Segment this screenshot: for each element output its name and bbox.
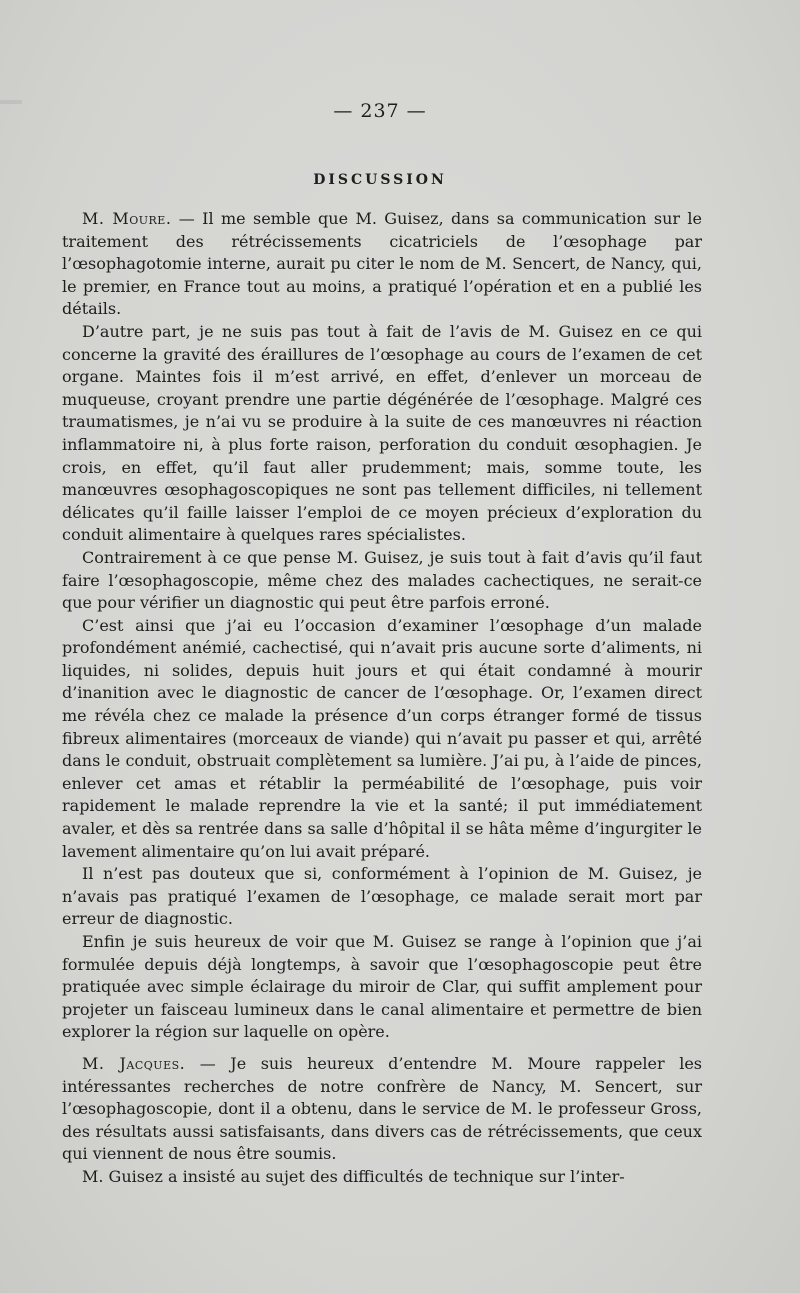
paragraph: D’autre part, je ne suis pas tout à fait de l’avis de M. Guisez en ce qui concerne la gravité des éraillures de l’œsophage au cours de l’examen de cet organe. Maintes fois il m’est arrivé, en effet, d’enlever un morceau de muqueuse, croyant prendre une partie dégénérée de l’œsophage. Malgré ces traumatismes, je n’ai vu se produire à la suite de ces manœuvres ni réaction inflammatoire ni, à plus forte raison, perforation du conduit œsophagien. Je crois, en effet, qu’il faut aller prudemment; mais, somme toute, les manœuvres œsophagoscopiques ne sont pas tellement difficiles, ni tellement délicates qu’il faille laisser l’emploi de ce moyen précieux d’exploration du conduit alimentaire à quelques rares spécialistes. (62, 321, 702, 545)
paragraph (62, 208, 702, 321)
paragraph (62, 1053, 702, 1166)
jacques-remarks (62, 1053, 702, 1189)
section-heading: DISCUSSION (313, 172, 447, 188)
paragraph: C’est ainsi que j’ai eu l’occasion d’examiner l’œsophage d’un malade profondément anémié, cachectisé, qui n’avait pris aucune sorte d’aliments, ni liquides, ni solides, depuis huit jours et qui était condamné à mourir d’inanition avec le diagnostic de cancer de l’œsophage. Or, l’examen direct me révéla chez ce malade la présence d’un corps étranger formé de tissus fibreux alimentaires (morceaux de viande) qui n’avait pu passer et qui, arrêté dans le conduit, obstruait complètement sa lumière. J’ai pu, à l’aide de pinces, enlever cet amas et rétablir la perméabilité de l’œsophage, puis voir rapidement le malade reprendre la vie et la santé; il put immédiatement avaler, et dès sa rentrée dans sa salle d’hôpital il se hâta même d’ingurgiter le lavement alimentaire qu’on lui avait préparé. (62, 615, 702, 861)
paragraph: Il n’est pas douteux que si, conformément à l’opinion de M. Guisez, je n’avais pas pratiqué l’examen de l’œsophage, ce malade serait mort par erreur de diagnostic. (62, 864, 702, 929)
page-number: — 237 — (333, 100, 427, 122)
paragraph-text: — Je suis heureux d’entendre M. Moure rappeler les intéressantes recherches de notre confrère de Nancy, M. Sencert, sur l’œsophagoscopie, dont il a obtenu, dans le service de M. le professeur Gross, des résultats aussi satisfaisants, dans divers cas de rétrécissements, que ceux qui viennent de nous être soumis. (62, 1054, 702, 1164)
paragraph-text: — Il me semble que M. Guisez, dans sa communication sur le traitement des rétrécissements cicatriciels de l’œsophage par l’œsophagotomie interne, aurait pu citer le nom de M. Sencert, de Nancy, qui, le premier, en France tout au moins, a pratiqué l’opération et en a publié les détails. (62, 209, 703, 319)
speaker-name: M. Moure. (82, 209, 172, 228)
paragraph: Contrairement à ce que pense M. Guisez, je suis tout à fait d’avis qu’il faut faire l’œsophagoscopie, même chez des malades cachectiques, ne serait-ce que pour vérifier un diagnostic qui peut être parfois erroné. (62, 547, 702, 613)
moure-remarks (62, 208, 702, 1044)
paragraph: Enfin je suis heureux de voir que M. Guisez se range à l’opinion que j’ai formulée depuis déjà longtemps, à savoir que l’œsophagoscopie peut être pratiquée avec simple éclairage du miroir de Clar, qui suffit amplement pour projeter un faisceau lumineux dans le canal alimentaire et permettre de bien explorer la région sur laquelle on opère. (62, 932, 702, 1042)
paragraph: M. Guisez a insisté au sujet des difficultés de technique sur l’inter- (82, 1166, 625, 1186)
speaker-name: M. Jacques. (82, 1054, 186, 1073)
